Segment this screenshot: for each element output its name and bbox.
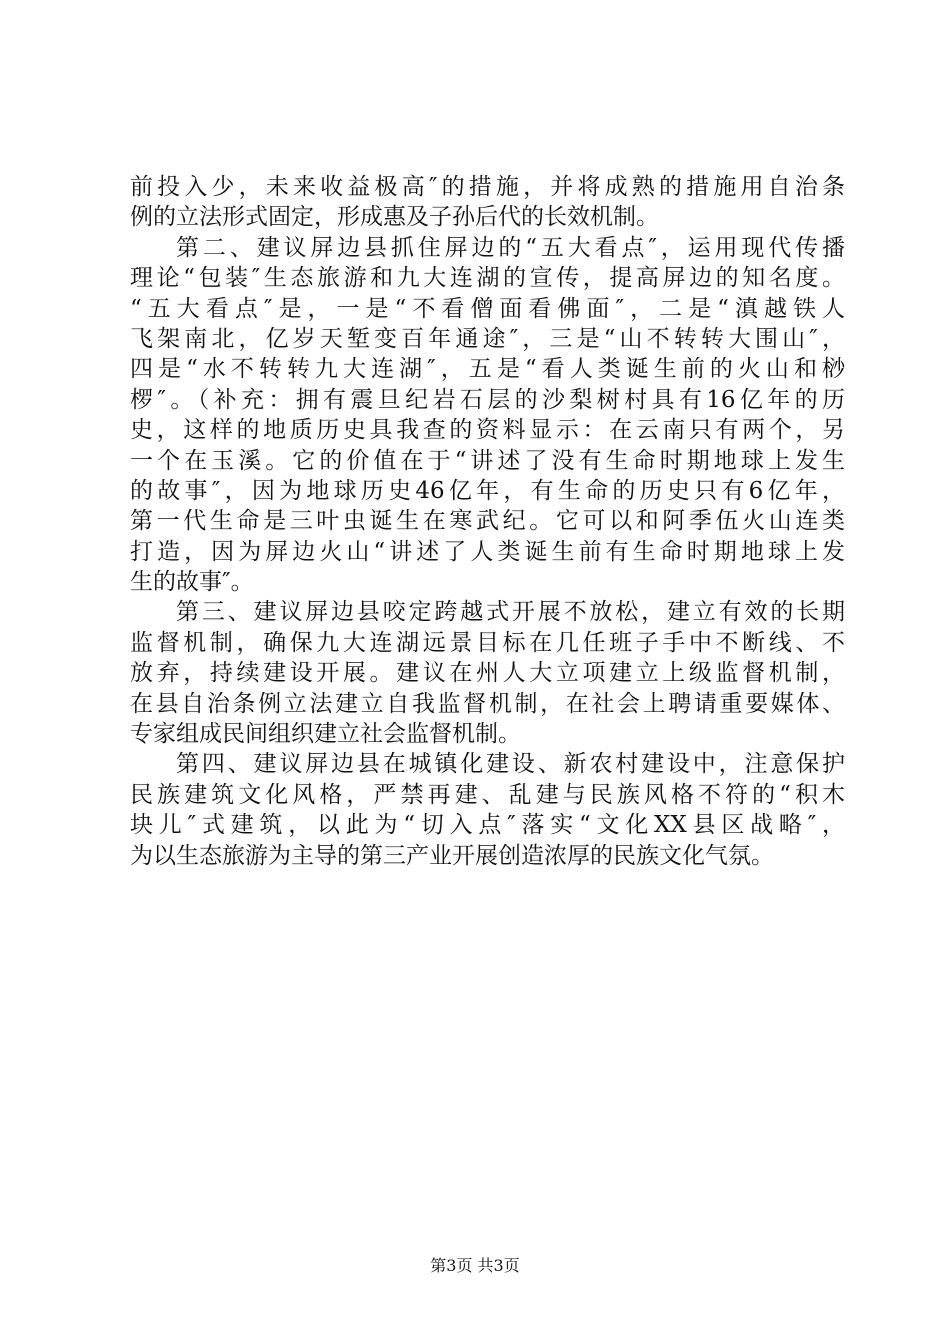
- text-line: 理论“包装″生态旅游和九大连湖的宣传，提高屏边的知名度。: [130, 265, 845, 292]
- text-line: 第四、建议屏边县在城镇化建设、新农村建设中，注意保护: [176, 751, 845, 778]
- text-line: 例的立法形式固定，形成惠及子孙后代的长效机制。: [130, 204, 659, 231]
- text-line: 第三、建议屏边县咬定跨越式开展不放松，建立有效的长期: [176, 599, 845, 626]
- text-line: 一个在玉溪。它的价值在于“讲述了没有生命时期地球上发生: [130, 447, 845, 474]
- text-line: 在县自治条例立法建立自我监督机制，在社会上聘请重要媒体、: [130, 690, 845, 717]
- text-line: 监督机制，确保九大连湖远景目标在几任班子手中不断线、不: [130, 629, 845, 656]
- text-line: 史，这样的地质历史具我查的资料显示：在云南只有两个，另: [130, 417, 845, 444]
- text-line: 第二、建议屏边县抓住屏边的“五大看点″，运用现代传播: [176, 234, 845, 261]
- text-line: 专家组成民间组织建立社会监督机制。: [130, 721, 521, 748]
- document-body: [130, 172, 845, 871]
- paragraph-4: [130, 749, 845, 871]
- text-line: 的故事″，因为地球历史46亿年，有生命的历史只有6亿年，: [130, 477, 845, 504]
- paragraph-3: [130, 597, 845, 749]
- text-line: 生的故事″。: [130, 569, 254, 596]
- text-line: 第一代生命是三叶虫诞生在寒武纪。它可以和阿季伍火山连类: [130, 508, 845, 535]
- text-line: 为以生态旅游为主导的第三产业开展创造浓厚的民族文化气氛。: [130, 842, 774, 869]
- text-line: 四是“水不转转九大连湖″，五是“看人类诞生前的火山和桫: [130, 356, 845, 383]
- text-line: 放弃，持续建设开展。建议在州人大立项建立上级监督机制，: [130, 660, 845, 687]
- paragraph-1: [130, 172, 845, 233]
- text-line: 打造，因为屏边火山“讲述了人类诞生前有生命时期地球上发: [130, 538, 845, 565]
- text-line: 飞架南北，亿岁天堑变百年通途″，三是“山不转转大围山″，: [130, 325, 845, 352]
- text-line: 前投入少，未来收益极高″的措施，并将成熟的措施用自治条: [130, 174, 845, 200]
- text-line: 民族建筑文化风格，严禁再建、乱建与民族风格不符的“积木: [130, 781, 845, 808]
- text-line: 块儿″式建筑，以此为“切入点″落实“文化XX县区战略″，: [130, 812, 845, 839]
- text-line: 椤″。（补充：拥有震旦纪岩石层的沙梨树村具有16亿年的历: [130, 386, 845, 413]
- text-line: “五大看点″是，一是“不看僧面看佛面″，二是“滇越铁人: [130, 295, 845, 322]
- paragraph-2: [130, 233, 845, 598]
- page-number-footer: 第3页 共3页: [430, 1256, 520, 1275]
